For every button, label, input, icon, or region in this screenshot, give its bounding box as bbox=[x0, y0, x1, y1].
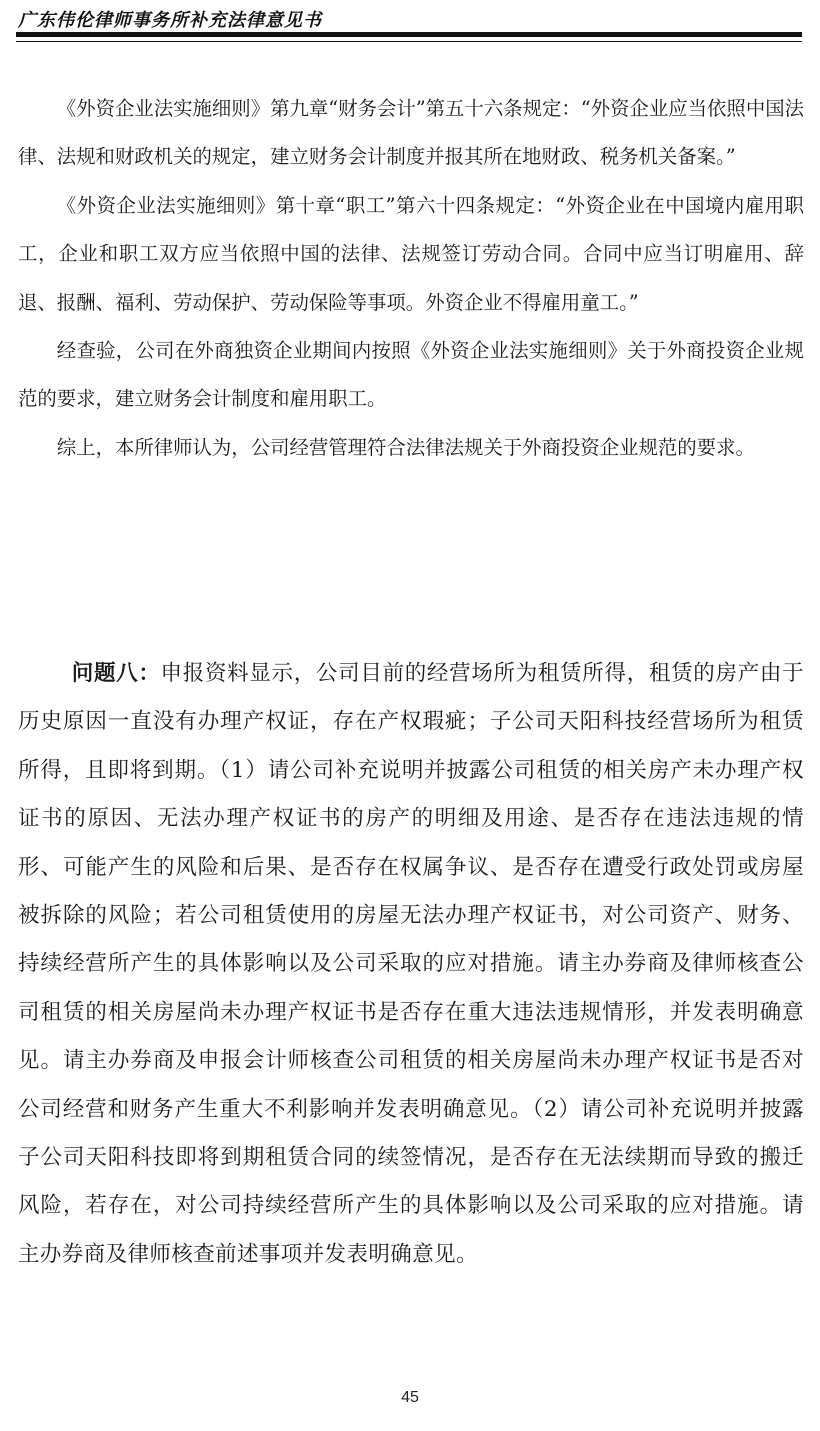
body-text bbox=[18, 85, 804, 472]
question-eight bbox=[18, 650, 804, 1279]
document-header-title: 广东伟伦律师事务所补充法律意见书 bbox=[18, 10, 322, 31]
paragraph-article-56: 《外资企业法实施细则》第九章“财务会计”第五十六条规定：“外资企业应当依照中国法律、法规和财政机关的规定，建立财务会计制度并报其所在地财政、税务机关备案。” bbox=[18, 97, 804, 169]
question-label: 问题八： bbox=[71, 661, 161, 686]
paragraph-verification: 经查验，公司在外商独资企业期间内按照《外资企业法实施细则》关于外商投资企业规范的要求，建立财务会计制度和雇用职工。 bbox=[18, 339, 804, 411]
header-rule-thin bbox=[16, 41, 802, 42]
question-text: 申报资料显示，公司目前的经营场所为租赁所得，租赁的房产由于历史原因一直没有办理产权证，存在产权瑕疵；子公司天阳科技经营场所为租赁所得，且即将到期。（1）请公司补充说明并披露公司租赁的相关房产未办理产权证书的原因、无法办理产权证书的房产的明细及用途、是否存在违法违规的情形、可能产生的风险和后果、是否存在权属争议、是否存在遭受行政处罚或房屋被拆除的风险；若公司租赁使用的房屋无法办理产权证书，对公司资产、财务、持续经营所产生的具体影响以及公司采取的应对措施。请主办券商及律师核查公司租赁的相关房屋尚未办理产权证书是否存在重大违法违规情形，并发表明确意见。请主办券商及申报会计师核查公司租赁的相关房屋尚未办理产权证书是否对公司经营和财务产生重大不利影响并发表明确意见。（2）请公司补充说明并披露子公司天阳科技即将到期租赁合同的续签情况，是否存在无法续期而导致的搬迁风险，若存在，对公司持续经营所产生的具体影响以及公司采取的应对措施。请主办券商及律师核查前述事项并发表明确意见。 bbox=[18, 661, 804, 1267]
paragraph-conclusion: 综上，本所律师认为，公司经营管理符合法律法规关于外商投资企业规范的要求。 bbox=[56, 435, 755, 459]
paragraph-article-64: 《外资企业法实施细则》第十章“职工”第六十四条规定：“外资企业在中国境内雇用职工，企业和职工双方应当依照中国的法律、法规签订劳动合同。合同中应当订明雇用、辞退、报酬、福利、劳动保护、劳动保险等事项。外资企业不得雇用童工。” bbox=[18, 193, 804, 314]
header-rule-thick bbox=[16, 32, 802, 37]
question-paragraph bbox=[18, 650, 804, 1279]
page-number: 45 bbox=[401, 1389, 419, 1406]
